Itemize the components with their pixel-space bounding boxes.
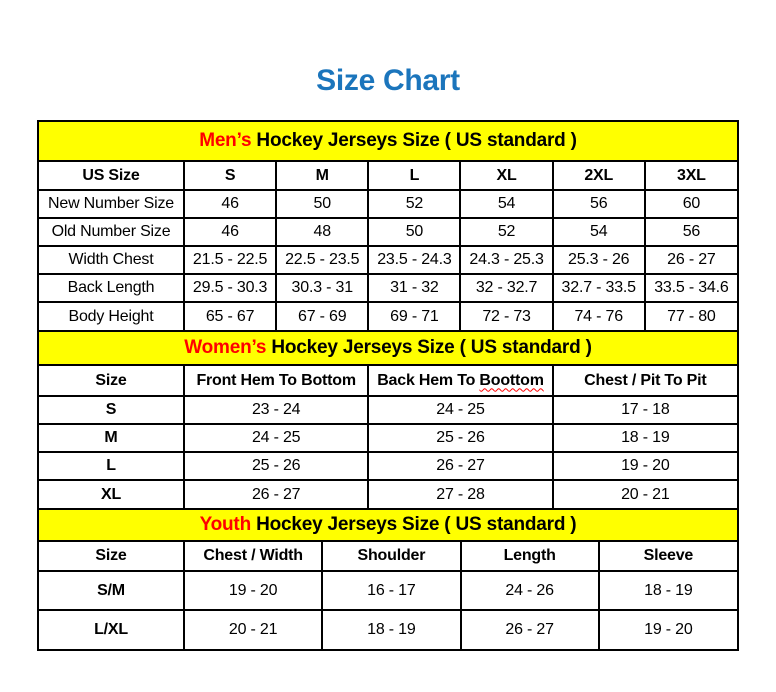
column-header-back-hem: [368, 366, 552, 396]
cell: 50: [368, 218, 460, 246]
cell: 29.5 - 30.3: [184, 274, 276, 302]
cell: 25 - 26: [368, 424, 552, 452]
table-row: [39, 396, 737, 424]
cell: 23 - 24: [184, 396, 368, 424]
womens-section-header: [39, 330, 737, 366]
cell: 67 - 69: [276, 302, 368, 330]
youth-size-table: [39, 542, 737, 649]
table-row: [39, 571, 737, 610]
page-header: [37, 0, 739, 120]
column-header: US Size: [39, 162, 184, 190]
row-label: M: [39, 424, 184, 452]
column-header: Length: [461, 542, 599, 571]
cell: 20 - 21: [184, 610, 322, 649]
table-row: [39, 424, 737, 452]
cell: 32 - 32.7: [460, 274, 552, 302]
row-label: S: [39, 396, 184, 424]
cell: 24 - 26: [461, 571, 599, 610]
mens-section-highlight: Men’s: [199, 130, 252, 151]
cell: 60: [645, 190, 737, 218]
cell: 19 - 20: [599, 610, 737, 649]
cell: 46: [184, 190, 276, 218]
column-header: Chest / Pit To Pit: [553, 366, 737, 396]
size-chart: [37, 120, 739, 651]
row-label: Width Chest: [39, 246, 184, 274]
row-label: L/XL: [39, 610, 184, 649]
page-title: Size Chart: [316, 64, 460, 97]
row-label: S/M: [39, 571, 184, 610]
row-label: New Number Size: [39, 190, 184, 218]
table-row: [39, 302, 737, 330]
cell: 25.3 - 26: [553, 246, 645, 274]
column-header: Chest / Width: [184, 542, 322, 571]
column-header: Size: [39, 366, 184, 396]
youth-section-highlight: Youth: [199, 514, 251, 535]
cell: 72 - 73: [460, 302, 552, 330]
cell: 32.7 - 33.5: [553, 274, 645, 302]
column-header: Front Hem To Bottom: [184, 366, 368, 396]
womens-header-row: [39, 366, 737, 396]
womens-section-highlight: Women’s: [184, 337, 267, 358]
cell: 25 - 26: [184, 452, 368, 480]
cell: 48: [276, 218, 368, 246]
table-row: [39, 274, 737, 302]
cell: 24 - 25: [184, 424, 368, 452]
cell: 26 - 27: [184, 480, 368, 508]
cell: 27 - 28: [368, 480, 552, 508]
row-label: XL: [39, 480, 184, 508]
row-label: Old Number Size: [39, 218, 184, 246]
youth-section-title: Hockey Jerseys Size ( US standard ): [250, 514, 577, 535]
column-header: XL: [460, 162, 552, 190]
cell: 26 - 27: [645, 246, 737, 274]
row-label: Back Length: [39, 274, 184, 302]
cell: 18 - 19: [599, 571, 737, 610]
row-label: Body Height: [39, 302, 184, 330]
youth-header-row: [39, 542, 737, 571]
column-header: S: [184, 162, 276, 190]
table-row: [39, 246, 737, 274]
cell: 16 - 17: [322, 571, 460, 610]
cell: 23.5 - 24.3: [368, 246, 460, 274]
column-header: 3XL: [645, 162, 737, 190]
cell: 18 - 19: [322, 610, 460, 649]
cell: 20 - 21: [553, 480, 737, 508]
cell: 22.5 - 23.5: [276, 246, 368, 274]
mens-section-title: Hockey Jerseys Size ( US standard ): [251, 130, 577, 151]
back-hem-prefix: Back Hem To: [377, 371, 480, 389]
mens-section-header: [39, 122, 737, 162]
mens-size-table: [39, 162, 737, 330]
cell: 52: [460, 218, 552, 246]
cell: 18 - 19: [553, 424, 737, 452]
cell: 77 - 80: [645, 302, 737, 330]
table-row: [39, 452, 737, 480]
table-row: [39, 218, 737, 246]
cell: 21.5 - 22.5: [184, 246, 276, 274]
cell: 24.3 - 25.3: [460, 246, 552, 274]
cell: 30.3 - 31: [276, 274, 368, 302]
cell: 19 - 20: [184, 571, 322, 610]
column-header: Size: [39, 542, 184, 571]
cell: 69 - 71: [368, 302, 460, 330]
cell: 54: [460, 190, 552, 218]
womens-section-title: Hockey Jerseys Size ( US standard ): [266, 337, 592, 358]
column-header: M: [276, 162, 368, 190]
cell: 24 - 25: [368, 396, 552, 424]
cell: 50: [276, 190, 368, 218]
table-row: [39, 610, 737, 649]
table-row: [39, 480, 737, 508]
cell: 26 - 27: [368, 452, 552, 480]
cell: 26 - 27: [461, 610, 599, 649]
cell: 52: [368, 190, 460, 218]
cell: 33.5 - 34.6: [645, 274, 737, 302]
cell: 46: [184, 218, 276, 246]
cell: 31 - 32: [368, 274, 460, 302]
row-label: L: [39, 452, 184, 480]
cell: 65 - 67: [184, 302, 276, 330]
womens-size-table: [39, 366, 737, 508]
cell: 56: [553, 190, 645, 218]
cell: 19 - 20: [553, 452, 737, 480]
mens-header-row: [39, 162, 737, 190]
cell: 74 - 76: [553, 302, 645, 330]
youth-section-header: [39, 508, 737, 542]
table-row: [39, 190, 737, 218]
cell: 17 - 18: [553, 396, 737, 424]
column-header: Sleeve: [599, 542, 737, 571]
cell: 56: [645, 218, 737, 246]
column-header: 2XL: [553, 162, 645, 190]
column-header: Shoulder: [322, 542, 460, 571]
column-header: L: [368, 162, 460, 190]
misspelled-word: Boottom: [479, 371, 544, 389]
cell: 54: [553, 218, 645, 246]
